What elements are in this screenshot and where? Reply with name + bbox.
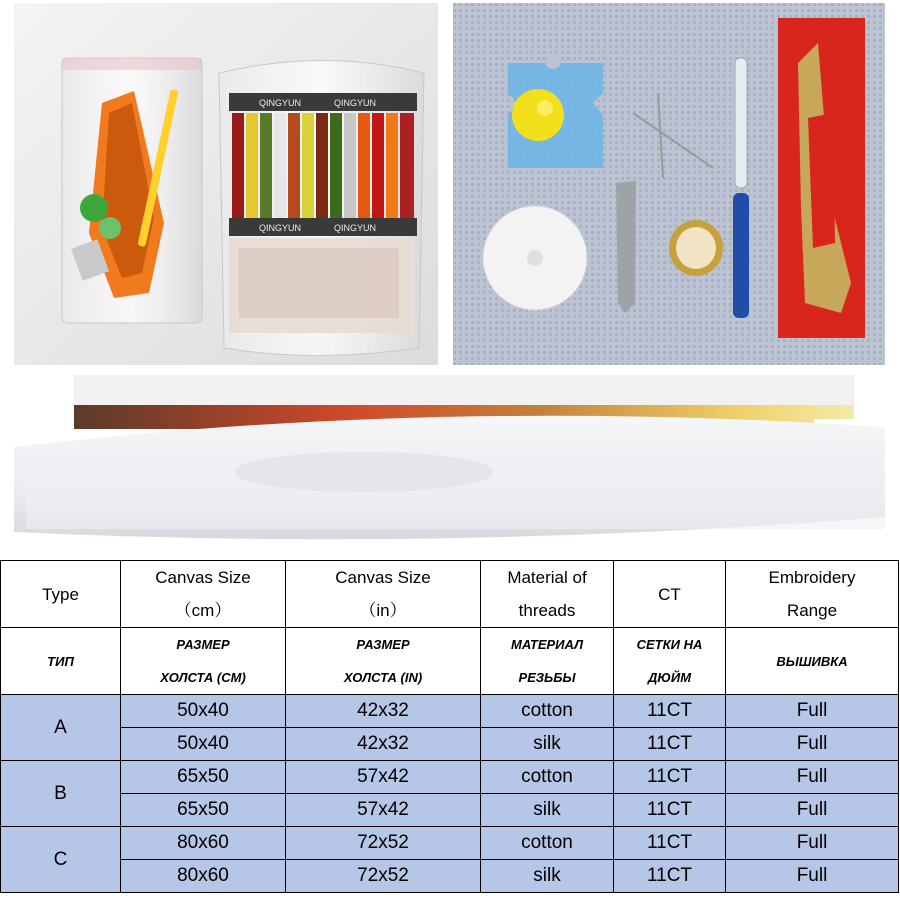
package-label: QINGYUN xyxy=(334,98,377,108)
size-in-cell: 42x32 xyxy=(286,728,481,761)
table-row xyxy=(1,761,899,794)
header-cell-ru: РАЗМЕР ХОЛСТА (IN) xyxy=(286,628,481,695)
header-cell: Canvas Size （cm） xyxy=(121,561,286,628)
table-row xyxy=(1,695,899,728)
header-cell: Canvas Size （in） xyxy=(286,561,481,628)
ct-cell: 11CT xyxy=(614,794,726,827)
needle-threader-icon xyxy=(616,181,636,313)
ct-cell: 11CT xyxy=(614,860,726,893)
tool-bag xyxy=(62,58,202,323)
thread-pack xyxy=(219,61,424,356)
type-cell: C xyxy=(1,827,121,893)
thimble-icon xyxy=(669,220,723,276)
table-row xyxy=(1,860,899,893)
header-row-en xyxy=(1,561,899,628)
size-in-cell: 72x52 xyxy=(286,860,481,893)
table-row xyxy=(1,728,899,761)
material-cell: cotton xyxy=(481,695,614,728)
size-in-cell: 72x52 xyxy=(286,827,481,860)
size-cm-cell: 80x60 xyxy=(121,827,286,860)
range-cell: Full xyxy=(726,695,899,728)
spec-table xyxy=(0,560,899,893)
header-cell: CT xyxy=(614,561,726,628)
material-cell: silk xyxy=(481,728,614,761)
package-label: QINGYUN xyxy=(259,98,302,108)
range-cell: Full xyxy=(726,728,899,761)
header-cell-ru: ТИП xyxy=(1,628,121,695)
size-in-cell: 57x42 xyxy=(286,794,481,827)
size-cm-cell: 65x50 xyxy=(121,761,286,794)
header-row-ru xyxy=(1,628,899,695)
pincushion-icon xyxy=(483,206,587,310)
header-cell-ru: МАТЕРИАЛ РЕЗЬБЫ xyxy=(481,628,614,695)
header-cell-ru: РАЗМЕР ХОЛСТА (CM) xyxy=(121,628,286,695)
range-cell: Full xyxy=(726,860,899,893)
material-cell: silk xyxy=(481,860,614,893)
size-cm-cell: 80x60 xyxy=(121,860,286,893)
range-cell: Full xyxy=(726,761,899,794)
header-cell: Type xyxy=(1,561,121,628)
type-cell: B xyxy=(1,761,121,827)
size-cm-cell: 50x40 xyxy=(121,728,286,761)
material-cell: cotton xyxy=(481,761,614,794)
product-photo-accessories xyxy=(453,3,885,365)
ct-cell: 11CT xyxy=(614,761,726,794)
range-cell: Full xyxy=(726,794,899,827)
size-cm-cell: 65x50 xyxy=(121,794,286,827)
material-cell: cotton xyxy=(481,827,614,860)
table-row xyxy=(1,827,899,860)
table-row xyxy=(1,794,899,827)
ct-cell: 11CT xyxy=(614,827,726,860)
product-photo-rolled-canvas xyxy=(14,367,885,552)
header-cell-ru: СЕТКИ НА ДЮЙМ xyxy=(614,628,726,695)
ct-cell: 11CT xyxy=(614,728,726,761)
package-label: QINGYUN xyxy=(259,223,302,233)
size-in-cell: 42x32 xyxy=(286,695,481,728)
product-photo-thread-pack xyxy=(14,3,438,365)
package-label: QINGYUN xyxy=(334,223,377,233)
size-in-cell: 57x42 xyxy=(286,761,481,794)
header-cell-ru: ВЫШИВКА xyxy=(726,628,899,695)
type-cell: A xyxy=(1,695,121,761)
range-cell: Full xyxy=(726,827,899,860)
header-cell: Embroidery Range xyxy=(726,561,899,628)
floss-bobbin-icon xyxy=(508,53,603,168)
material-cell: silk xyxy=(481,794,614,827)
size-cm-cell: 50x40 xyxy=(121,695,286,728)
ct-cell: 11CT xyxy=(614,695,726,728)
scissors-pack-icon xyxy=(778,18,865,338)
header-cell: Material of threads xyxy=(481,561,614,628)
